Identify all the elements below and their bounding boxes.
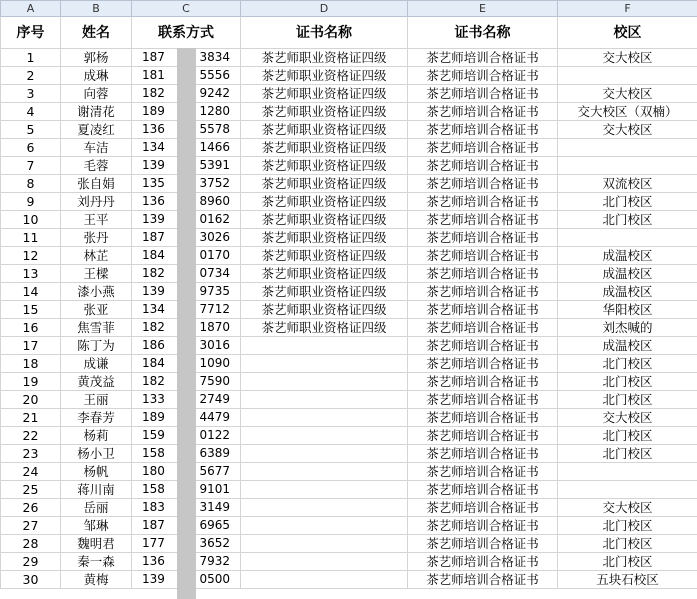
phone-suffix: 6965 — [199, 518, 230, 532]
phone-prefix: 159 — [142, 428, 165, 442]
cell-cert1[interactable] — [241, 517, 408, 535]
cell-cert2[interactable]: 茶艺师培训合格证书 — [408, 229, 558, 247]
cell-cert2[interactable]: 茶艺师培训合格证书 — [408, 175, 558, 193]
cell-name[interactable]: 成琳 — [61, 67, 132, 85]
cell-seq[interactable]: 8 — [1, 175, 61, 193]
table-row — [1, 175, 697, 193]
phone-suffix: 5578 — [199, 122, 230, 136]
phone-prefix: 139 — [142, 572, 165, 586]
cell-cert1[interactable]: 茶艺师职业资格证四级 — [241, 139, 408, 157]
header-seq[interactable]: 序号 — [1, 17, 61, 49]
cell-cert2[interactable]: 茶艺师培训合格证书 — [408, 211, 558, 229]
table-row — [1, 103, 697, 121]
table-row — [1, 49, 697, 67]
cell-campus[interactable]: 成温校区 — [558, 337, 697, 355]
cell-cert2[interactable]: 茶艺师培训合格证书 — [408, 373, 558, 391]
cell-cert1[interactable]: 茶艺师职业资格证四级 — [241, 103, 408, 121]
cell-name[interactable]: 毛蓉 — [61, 157, 132, 175]
phone-prefix: 134 — [142, 302, 165, 316]
cell-cert1[interactable] — [241, 481, 408, 499]
phone-prefix: 181 — [142, 68, 165, 82]
cell-name[interactable]: 魏明君 — [61, 535, 132, 553]
cell-seq[interactable]: 16 — [1, 319, 61, 337]
cell-seq[interactable]: 29 — [1, 553, 61, 571]
cell-campus[interactable]: 华阳校区 — [558, 301, 697, 319]
cell-name[interactable]: 蒋川南 — [61, 481, 132, 499]
cell-name[interactable]: 刘丹丹 — [61, 193, 132, 211]
cell-cert2[interactable]: 茶艺师培训合格证书 — [408, 445, 558, 463]
phone-prefix: 184 — [142, 356, 165, 370]
phone-prefix: 136 — [142, 194, 165, 208]
cell-cert2[interactable]: 茶艺师培训合格证书 — [408, 409, 558, 427]
cell-seq[interactable]: 23 — [1, 445, 61, 463]
table-row — [1, 481, 697, 499]
cell-cert1[interactable]: 茶艺师职业资格证四级 — [241, 193, 408, 211]
table-row — [1, 157, 697, 175]
cell-cert2[interactable]: 茶艺师培训合格证书 — [408, 121, 558, 139]
phone-prefix: 180 — [142, 464, 165, 478]
phone-prefix: 139 — [142, 212, 165, 226]
cell-cert2[interactable]: 茶艺师培训合格证书 — [408, 391, 558, 409]
cell-seq[interactable]: 17 — [1, 337, 61, 355]
cell-cert2[interactable]: 茶艺师培训合格证书 — [408, 67, 558, 85]
cell-cert1[interactable]: 茶艺师职业资格证四级 — [241, 67, 408, 85]
cell-cert2[interactable]: 茶艺师培训合格证书 — [408, 85, 558, 103]
cell-seq[interactable]: 26 — [1, 499, 61, 517]
phone-prefix: 136 — [142, 122, 165, 136]
cell-seq[interactable]: 11 — [1, 229, 61, 247]
cell-cert1[interactable]: 茶艺师职业资格证四级 — [241, 121, 408, 139]
cell-campus[interactable]: 交大校区 — [558, 85, 697, 103]
cell-name[interactable]: 岳丽 — [61, 499, 132, 517]
cell-name[interactable]: 秦一森 — [61, 553, 132, 571]
header-name[interactable]: 姓名 — [61, 17, 132, 49]
cell-cert1[interactable] — [241, 373, 408, 391]
cell-cert1[interactable]: 茶艺师职业资格证四级 — [241, 319, 408, 337]
cell-seq[interactable]: 27 — [1, 517, 61, 535]
cell-cert2[interactable]: 茶艺师培训合格证书 — [408, 157, 558, 175]
cell-seq[interactable]: 5 — [1, 121, 61, 139]
cell-campus[interactable]: 北门校区 — [558, 535, 697, 553]
cell-seq[interactable]: 24 — [1, 463, 61, 481]
cell-seq[interactable]: 10 — [1, 211, 61, 229]
phone-suffix: 1090 — [199, 356, 230, 370]
table-row — [1, 193, 697, 211]
phone-prefix: 187 — [142, 50, 165, 64]
cell-campus[interactable] — [558, 139, 697, 157]
cell-cert2[interactable]: 茶艺师培训合格证书 — [408, 283, 558, 301]
cell-campus[interactable] — [558, 67, 697, 85]
cell-cert2[interactable]: 茶艺师培训合格证书 — [408, 247, 558, 265]
cell-name[interactable]: 向蓉 — [61, 85, 132, 103]
phone-suffix: 1870 — [199, 320, 230, 334]
cell-name[interactable]: 谢清花 — [61, 103, 132, 121]
table-row — [1, 553, 697, 571]
phone-prefix: 189 — [142, 104, 165, 118]
phone-suffix: 0500 — [199, 572, 230, 586]
phone-prefix: 136 — [142, 554, 165, 568]
cell-campus[interactable]: 交大校区 — [558, 499, 697, 517]
table-row — [1, 139, 697, 157]
cell-campus[interactable]: 成温校区 — [558, 283, 697, 301]
phone-prefix: 139 — [142, 284, 165, 298]
phone-suffix: 0170 — [199, 248, 230, 262]
cell-cert1[interactable] — [241, 337, 408, 355]
cell-cert2[interactable]: 茶艺师培训合格证书 — [408, 427, 558, 445]
table-row — [1, 571, 697, 589]
phone-suffix: 5391 — [199, 158, 230, 172]
cell-seq[interactable]: 9 — [1, 193, 61, 211]
cell-campus[interactable]: 北门校区 — [558, 445, 697, 463]
cell-campus[interactable]: 北门校区 — [558, 355, 697, 373]
cell-seq[interactable]: 25 — [1, 481, 61, 499]
table-row — [1, 265, 697, 283]
cell-name[interactable]: 黄茂益 — [61, 373, 132, 391]
phone-suffix: 1466 — [199, 140, 230, 154]
cell-cert2[interactable]: 茶艺师培训合格证书 — [408, 553, 558, 571]
cell-campus[interactable]: 交大校区 — [558, 121, 697, 139]
cell-campus[interactable]: 成温校区 — [558, 247, 697, 265]
phone-suffix: 1280 — [199, 104, 230, 118]
cell-name[interactable]: 陈丁为 — [61, 337, 132, 355]
cell-campus[interactable] — [558, 229, 697, 247]
cell-cert2[interactable]: 茶艺师培训合格证书 — [408, 193, 558, 211]
cell-campus[interactable]: 北门校区 — [558, 517, 697, 535]
cell-cert1[interactable]: 茶艺师职业资格证四级 — [241, 211, 408, 229]
phone-suffix: 9242 — [199, 86, 230, 100]
phone-prefix: 177 — [142, 536, 165, 550]
cell-cert2[interactable]: 茶艺师培训合格证书 — [408, 481, 558, 499]
cell-seq[interactable]: 15 — [1, 301, 61, 319]
cell-campus[interactable]: 五块石校区 — [558, 571, 697, 589]
phone-suffix: 3834 — [199, 50, 230, 64]
cell-cert1[interactable] — [241, 571, 408, 589]
cell-campus[interactable] — [558, 463, 697, 481]
phone-suffix: 7712 — [199, 302, 230, 316]
cell-campus[interactable]: 交大校区（双楠） — [558, 103, 697, 121]
cell-cert1[interactable] — [241, 463, 408, 481]
cell-name[interactable]: 邹琳 — [61, 517, 132, 535]
phone-prefix: 182 — [142, 86, 165, 100]
column-header-a[interactable]: A — [1, 1, 61, 17]
cell-campus[interactable]: 北门校区 — [558, 391, 697, 409]
cell-cert1[interactable]: 茶艺师职业资格证四级 — [241, 247, 408, 265]
cell-cert2[interactable]: 茶艺师培训合格证书 — [408, 103, 558, 121]
cell-name[interactable]: 李春芳 — [61, 409, 132, 427]
cell-cert2[interactable]: 茶艺师培训合格证书 — [408, 139, 558, 157]
phone-suffix: 2749 — [199, 392, 230, 406]
cell-seq[interactable]: 7 — [1, 157, 61, 175]
table-row — [1, 499, 697, 517]
cell-cert2[interactable]: 茶艺师培训合格证书 — [408, 517, 558, 535]
phone-suffix: 5677 — [199, 464, 230, 478]
cell-cert1[interactable]: 茶艺师职业资格证四级 — [241, 85, 408, 103]
phone-suffix: 9101 — [199, 482, 230, 496]
phone-prefix: 187 — [142, 230, 165, 244]
cell-cert2[interactable]: 茶艺师培训合格证书 — [408, 265, 558, 283]
column-header-c[interactable]: C — [132, 1, 241, 17]
phone-prefix: 186 — [142, 338, 165, 352]
cell-name[interactable]: 王平 — [61, 211, 132, 229]
header-cert1[interactable]: 证书名称 — [241, 17, 408, 49]
cell-cert1[interactable] — [241, 535, 408, 553]
cell-name[interactable]: 车洁 — [61, 139, 132, 157]
phone-redaction-mask — [177, 48, 196, 599]
cell-cert1[interactable] — [241, 499, 408, 517]
cell-name[interactable]: 焦雪菲 — [61, 319, 132, 337]
table-row — [1, 211, 697, 229]
table-row — [1, 319, 697, 337]
column-header-row — [1, 1, 697, 17]
table-row — [1, 463, 697, 481]
cell-name[interactable]: 漆小燕 — [61, 283, 132, 301]
phone-suffix: 3026 — [199, 230, 230, 244]
cell-name[interactable]: 成谦 — [61, 355, 132, 373]
cell-seq[interactable]: 21 — [1, 409, 61, 427]
cell-cert1[interactable]: 茶艺师职业资格证四级 — [241, 301, 408, 319]
table-row — [1, 301, 697, 319]
cell-seq[interactable]: 6 — [1, 139, 61, 157]
cell-seq[interactable]: 13 — [1, 265, 61, 283]
cell-cert1[interactable]: 茶艺师职业资格证四级 — [241, 157, 408, 175]
cell-campus[interactable] — [558, 481, 697, 499]
phone-prefix: 133 — [142, 392, 165, 406]
cell-name[interactable]: 王丽 — [61, 391, 132, 409]
cell-name[interactable]: 杨小卫 — [61, 445, 132, 463]
cell-seq[interactable]: 19 — [1, 373, 61, 391]
cell-cert2[interactable]: 茶艺师培训合格证书 — [408, 319, 558, 337]
phone-suffix: 3149 — [199, 500, 230, 514]
table-row — [1, 535, 697, 553]
cell-campus[interactable]: 交大校区 — [558, 409, 697, 427]
cell-seq[interactable]: 28 — [1, 535, 61, 553]
cell-campus[interactable]: 北门校区 — [558, 553, 697, 571]
column-header-f[interactable]: F — [558, 1, 697, 17]
table-row — [1, 67, 697, 85]
cell-cert1[interactable]: 茶艺师职业资格证四级 — [241, 175, 408, 193]
phone-prefix: 184 — [142, 248, 165, 262]
phone-prefix: 158 — [142, 482, 165, 496]
phone-suffix: 9735 — [199, 284, 230, 298]
cell-cert2[interactable]: 茶艺师培训合格证书 — [408, 499, 558, 517]
cell-seq[interactable]: 30 — [1, 571, 61, 589]
cell-name[interactable]: 黄梅 — [61, 571, 132, 589]
cell-campus[interactable]: 北门校区 — [558, 193, 697, 211]
table-row — [1, 121, 697, 139]
table-row — [1, 337, 697, 355]
cell-cert1[interactable]: 茶艺师职业资格证四级 — [241, 265, 408, 283]
phone-suffix: 8960 — [199, 194, 230, 208]
table-row — [1, 409, 697, 427]
phone-suffix: 3752 — [199, 176, 230, 190]
phone-suffix: 0734 — [199, 266, 230, 280]
cell-campus[interactable]: 交大校区 — [558, 49, 697, 67]
cell-seq[interactable]: 1 — [1, 49, 61, 67]
cell-name[interactable]: 夏凌红 — [61, 121, 132, 139]
cell-seq[interactable]: 4 — [1, 103, 61, 121]
cell-seq[interactable]: 2 — [1, 67, 61, 85]
table-row — [1, 355, 697, 373]
table-header-row — [1, 17, 697, 49]
cell-cert1[interactable] — [241, 391, 408, 409]
column-header-e[interactable]: E — [408, 1, 558, 17]
cell-name[interactable]: 林芷 — [61, 247, 132, 265]
cell-name[interactable]: 张亚 — [61, 301, 132, 319]
phone-suffix: 3652 — [199, 536, 230, 550]
column-header-d[interactable]: D — [241, 1, 408, 17]
cell-cert1[interactable] — [241, 355, 408, 373]
phone-prefix: 135 — [142, 176, 165, 190]
cell-cert1[interactable] — [241, 427, 408, 445]
phone-suffix: 0122 — [199, 428, 230, 442]
cell-campus[interactable]: 双流校区 — [558, 175, 697, 193]
table-row — [1, 247, 697, 265]
cell-cert2[interactable]: 茶艺师培训合格证书 — [408, 49, 558, 67]
phone-suffix: 6389 — [199, 446, 230, 460]
cell-seq[interactable]: 3 — [1, 85, 61, 103]
phone-suffix: 7932 — [199, 554, 230, 568]
table-row — [1, 373, 697, 391]
cell-cert2[interactable]: 茶艺师培训合格证书 — [408, 571, 558, 589]
cell-cert2[interactable]: 茶艺师培训合格证书 — [408, 301, 558, 319]
phone-prefix: 158 — [142, 446, 165, 460]
phone-suffix: 0162 — [199, 212, 230, 226]
cell-seq[interactable]: 18 — [1, 355, 61, 373]
cell-campus[interactable] — [558, 157, 697, 175]
cell-campus[interactable]: 刘杰喊的 — [558, 319, 697, 337]
cell-cert2[interactable]: 茶艺师培训合格证书 — [408, 355, 558, 373]
cell-cert1[interactable]: 茶艺师职业资格证四级 — [241, 283, 408, 301]
phone-suffix: 5556 — [199, 68, 230, 82]
table-row — [1, 427, 697, 445]
cell-name[interactable]: 王樑 — [61, 265, 132, 283]
phone-prefix: 187 — [142, 518, 165, 532]
table-row — [1, 283, 697, 301]
header-cert2[interactable]: 证书名称 — [408, 17, 558, 49]
cell-seq[interactable]: 20 — [1, 391, 61, 409]
phone-prefix: 189 — [142, 410, 165, 424]
cell-cert2[interactable]: 茶艺师培训合格证书 — [408, 463, 558, 481]
cell-name[interactable]: 张丹 — [61, 229, 132, 247]
cell-campus[interactable]: 北门校区 — [558, 211, 697, 229]
table-row — [1, 85, 697, 103]
cell-seq[interactable]: 14 — [1, 283, 61, 301]
header-campus[interactable]: 校区 — [558, 17, 697, 49]
cell-seq[interactable]: 12 — [1, 247, 61, 265]
phone-prefix: 134 — [142, 140, 165, 154]
table-row — [1, 445, 697, 463]
cell-name[interactable]: 杨帆 — [61, 463, 132, 481]
column-header-b[interactable]: B — [61, 1, 132, 17]
header-phone[interactable]: 联系方式 — [132, 17, 241, 49]
cell-cert1[interactable] — [241, 409, 408, 427]
cell-campus[interactable]: 北门校区 — [558, 427, 697, 445]
cell-campus[interactable]: 成温校区 — [558, 265, 697, 283]
table-row — [1, 391, 697, 409]
cell-name[interactable]: 张自娟 — [61, 175, 132, 193]
cell-name[interactable]: 郭杨 — [61, 49, 132, 67]
phone-suffix: 7590 — [199, 374, 230, 388]
cell-cert1[interactable]: 茶艺师职业资格证四级 — [241, 229, 408, 247]
phone-suffix: 3016 — [199, 338, 230, 352]
cell-name[interactable]: 杨莉 — [61, 427, 132, 445]
cell-cert2[interactable]: 茶艺师培训合格证书 — [408, 337, 558, 355]
cell-cert2[interactable]: 茶艺师培训合格证书 — [408, 535, 558, 553]
cell-cert1[interactable] — [241, 445, 408, 463]
cell-cert1[interactable]: 茶艺师职业资格证四级 — [241, 49, 408, 67]
phone-suffix: 4479 — [199, 410, 230, 424]
cell-seq[interactable]: 22 — [1, 427, 61, 445]
cell-cert1[interactable] — [241, 553, 408, 571]
table-row — [1, 517, 697, 535]
table-row — [1, 229, 697, 247]
phone-prefix: 182 — [142, 374, 165, 388]
phone-prefix: 183 — [142, 500, 165, 514]
cell-campus[interactable]: 北门校区 — [558, 373, 697, 391]
phone-prefix: 182 — [142, 320, 165, 334]
phone-prefix: 182 — [142, 266, 165, 280]
phone-prefix: 139 — [142, 158, 165, 172]
